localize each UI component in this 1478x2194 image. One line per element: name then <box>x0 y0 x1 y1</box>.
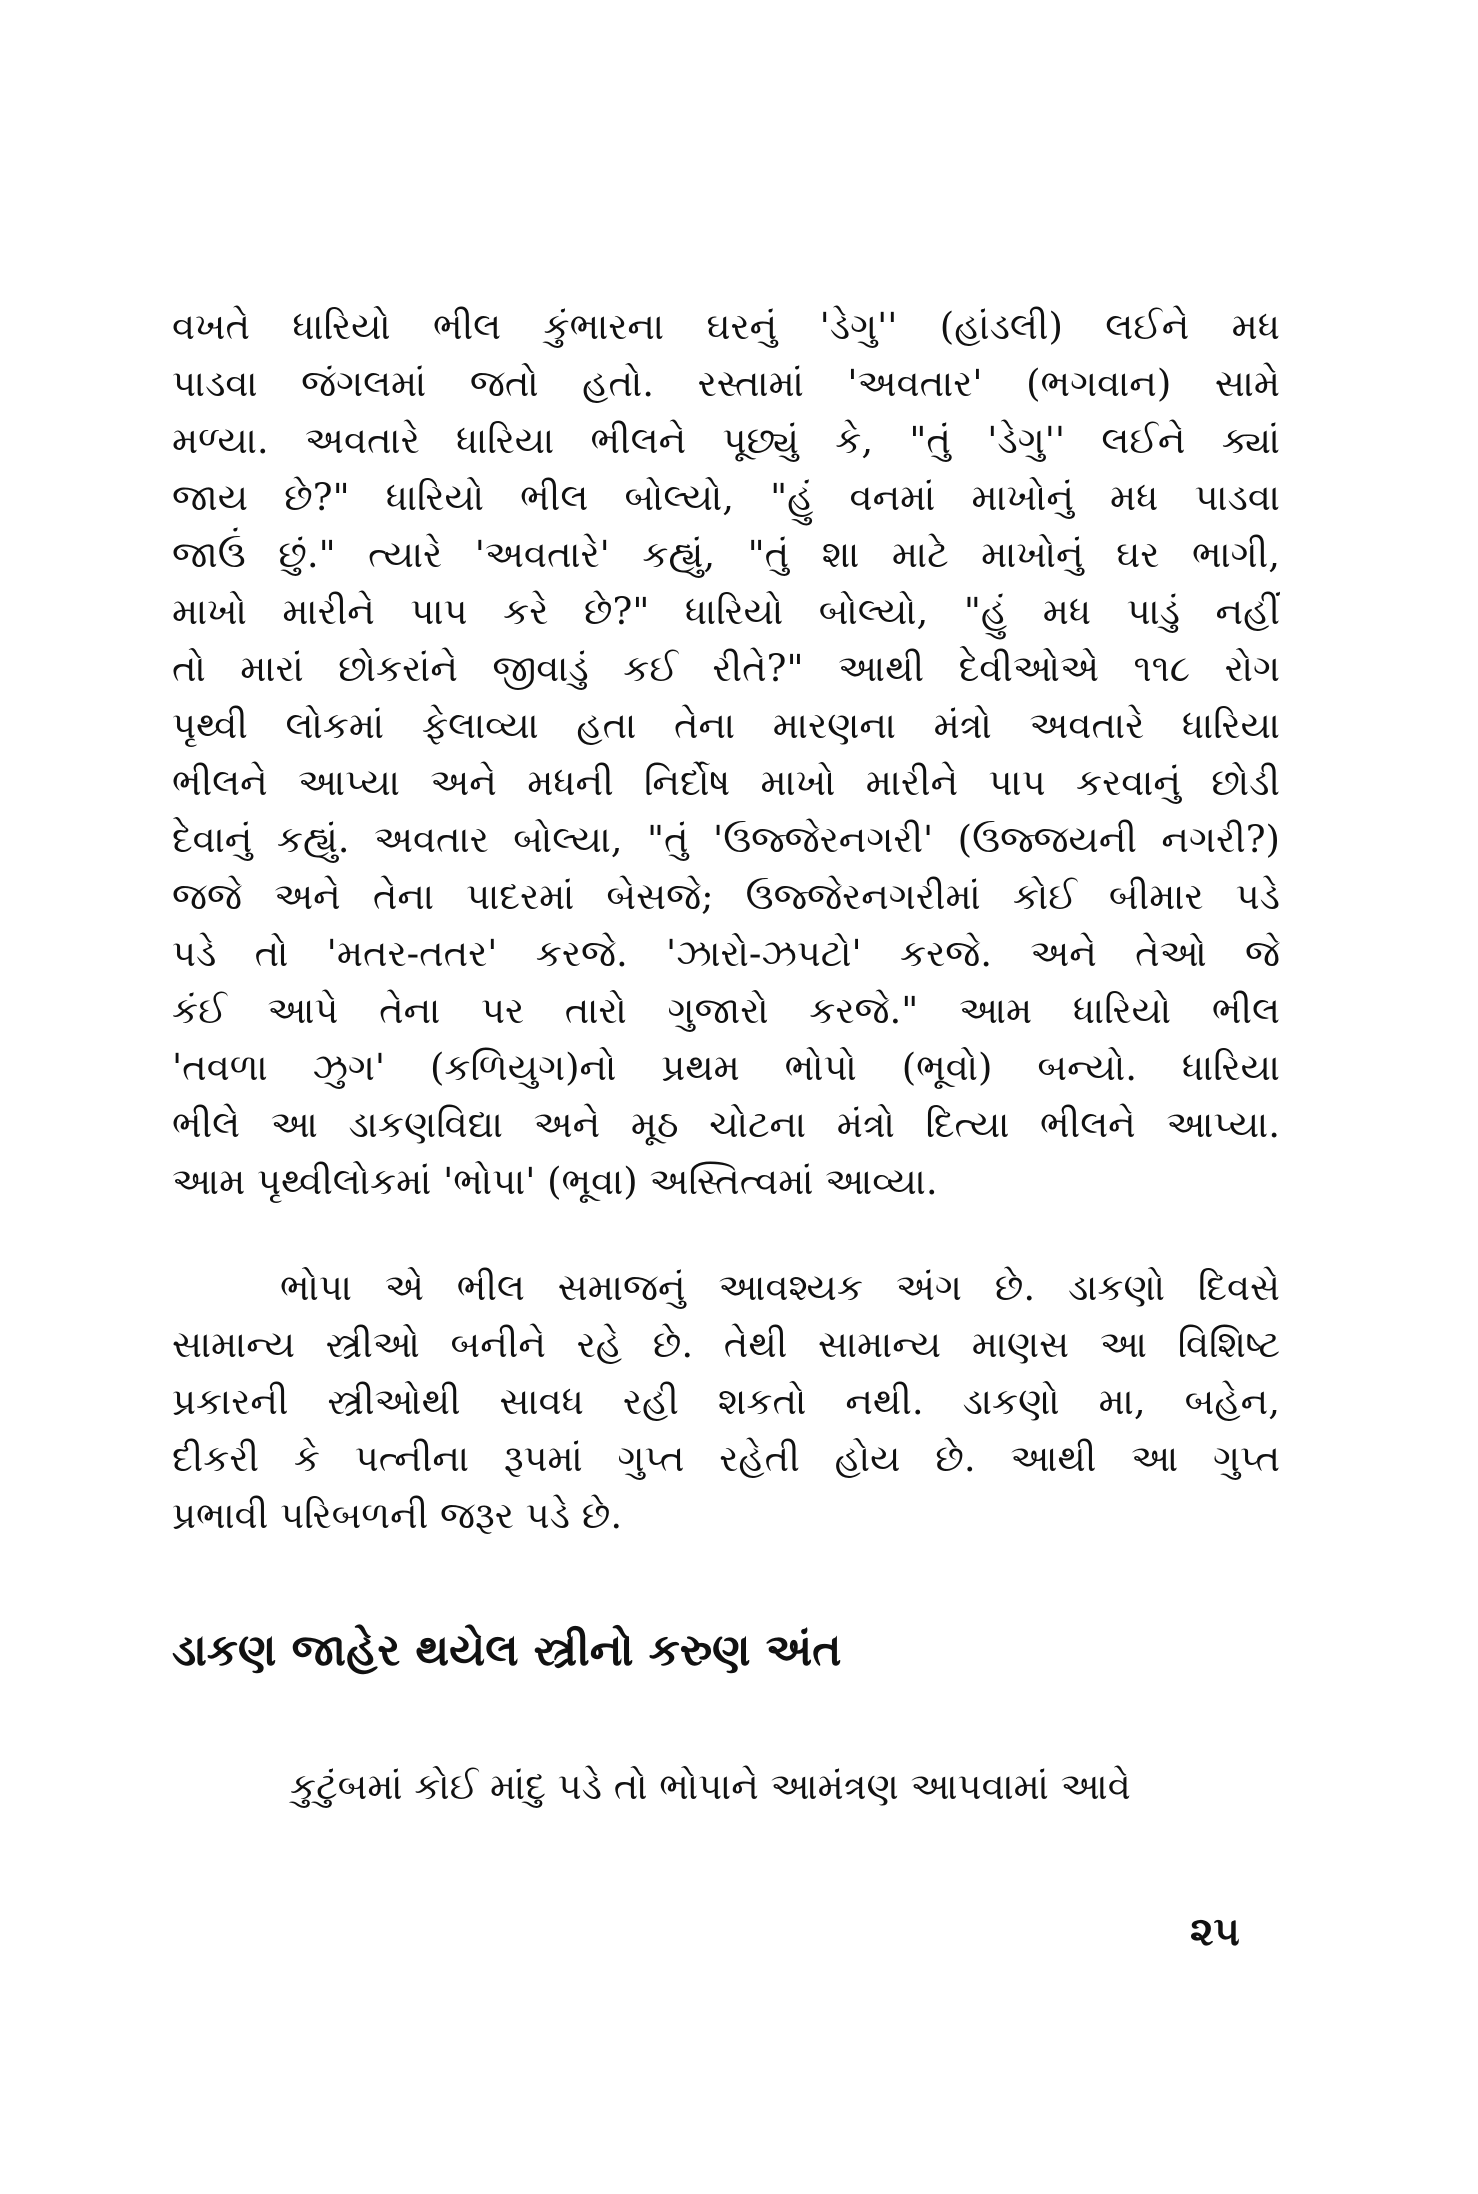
text-line: ભીલને આપ્યા અને મધની નિર્દોષ માખો મારીને પાપ કરવાનું છોડી <box>172 761 1280 804</box>
page-number: ૨૫ <box>1190 1908 1240 1955</box>
text-line: પૃથ્વી લોકમાં ફેલાવ્યા હતા તેના મારણના મંત્રો અવતારે ધારિયા <box>172 704 1280 747</box>
text-line: જાય છે?" ધારિયો ભીલ બોલ્યો, "હું વનમાં માખોનું મધ પાડવા <box>172 476 1280 519</box>
text-line: દેવાનું કહ્યું. અવતાર બોલ્યા, "તું 'ઉજ્જેરનગરી' (ઉજ્જયની નગરી?) <box>172 818 1280 861</box>
text-line: મળ્યા. અવતારે ધારિયા ભીલને પૂછ્યું કે, "તું 'ડેગુ'' લઈને ક્યાં <box>172 419 1280 462</box>
text-line: પ્રકારની સ્ત્રીઓથી સાવધ રહી શકતો નથી. ડાકણો મા, બહેન, <box>172 1380 1280 1423</box>
text-line: કંઈ આપે તેના પર તારો ગુજારો કરજે." આમ ધારિયો ભીલ <box>172 989 1280 1032</box>
paragraph-bhopa-role <box>172 1259 1280 1544</box>
text-line: કુટુંબમાં કોઈ માંદુ પડે તો ભોપાને આમંત્રણ આપવામાં આવે <box>290 1765 1131 1808</box>
text-line: પડે તો 'મતર-તતર' કરજે. 'ઝારો-ઝપટો' કરજે. અને તેઓ જે <box>172 932 1280 975</box>
text-line: સામાન્ય સ્ત્રીઓ બનીને રહે છે. તેથી સામાન્ય માણસ આ વિશિષ્ટ <box>172 1323 1280 1366</box>
text-line: પાડવા જંગલમાં જતો હતો. રસ્તામાં 'અવતાર' (ભગવાન) સામે <box>172 362 1280 405</box>
text-line: માખો મારીને પાપ કરે છે?" ધારિયો બોલ્યો, "હું મધ પાડું નહીં <box>172 590 1280 633</box>
text-line: પ્રભાવી પરિબળની જરૂર પડે છે. <box>172 1494 623 1537</box>
text-line: ભોપા એ ભીલ સમાજનું આવશ્યક અંગ છે. ડાકણો દિવસે <box>280 1266 1280 1309</box>
paragraph-section-start <box>172 1758 1280 1815</box>
paragraph-origin-of-bhopa <box>172 298 1280 1210</box>
text-line: જાઉં છું." ત્યારે 'અવતારે' કહ્યું, "તું શા માટે માખોનું ઘર ભાગી, <box>172 533 1280 576</box>
text-line: તો મારાં છોકરાંને જીવાડું કઈ રીતે?" આથી દેવીઓએ ૧૧૮ રોગ <box>172 647 1280 690</box>
text-line: ભીલે આ ડાકણવિદ્યા અને મૂઠ ચોટના મંત્રો દિત્યા ભીલને આપ્યા. <box>172 1103 1280 1146</box>
text-line: વખતે ધારિયો ભીલ કુંભારના ઘરનું 'ડેગુ'' (હાંડલી) લઈને મધ <box>172 305 1280 348</box>
text-line: જજે અને તેના પાદરમાં બેસજે; ઉજ્જેરનગરીમાં કોઈ બીમાર પડે <box>172 875 1280 918</box>
text-line: આમ પૃથ્વીલોકમાં 'ભોપા' (ભૂવા) અસ્તિત્વમાં આવ્યા. <box>172 1160 938 1203</box>
text-line: 'તવળા ઝુગ' (કળિયુગ)નો પ્રથમ ભોપો (ભૂવો) બન્યો. ધારિયા <box>172 1046 1280 1089</box>
text-line: દીકરી કે પત્નીના રૂપમાં ગુપ્ત રહેતી હોય છે. આથી આ ગુપ્ત <box>172 1437 1280 1480</box>
section-heading: ડાકણ જાહેર થયેલ સ્ત્રીનો કરુણ અંત <box>172 1625 842 1676</box>
